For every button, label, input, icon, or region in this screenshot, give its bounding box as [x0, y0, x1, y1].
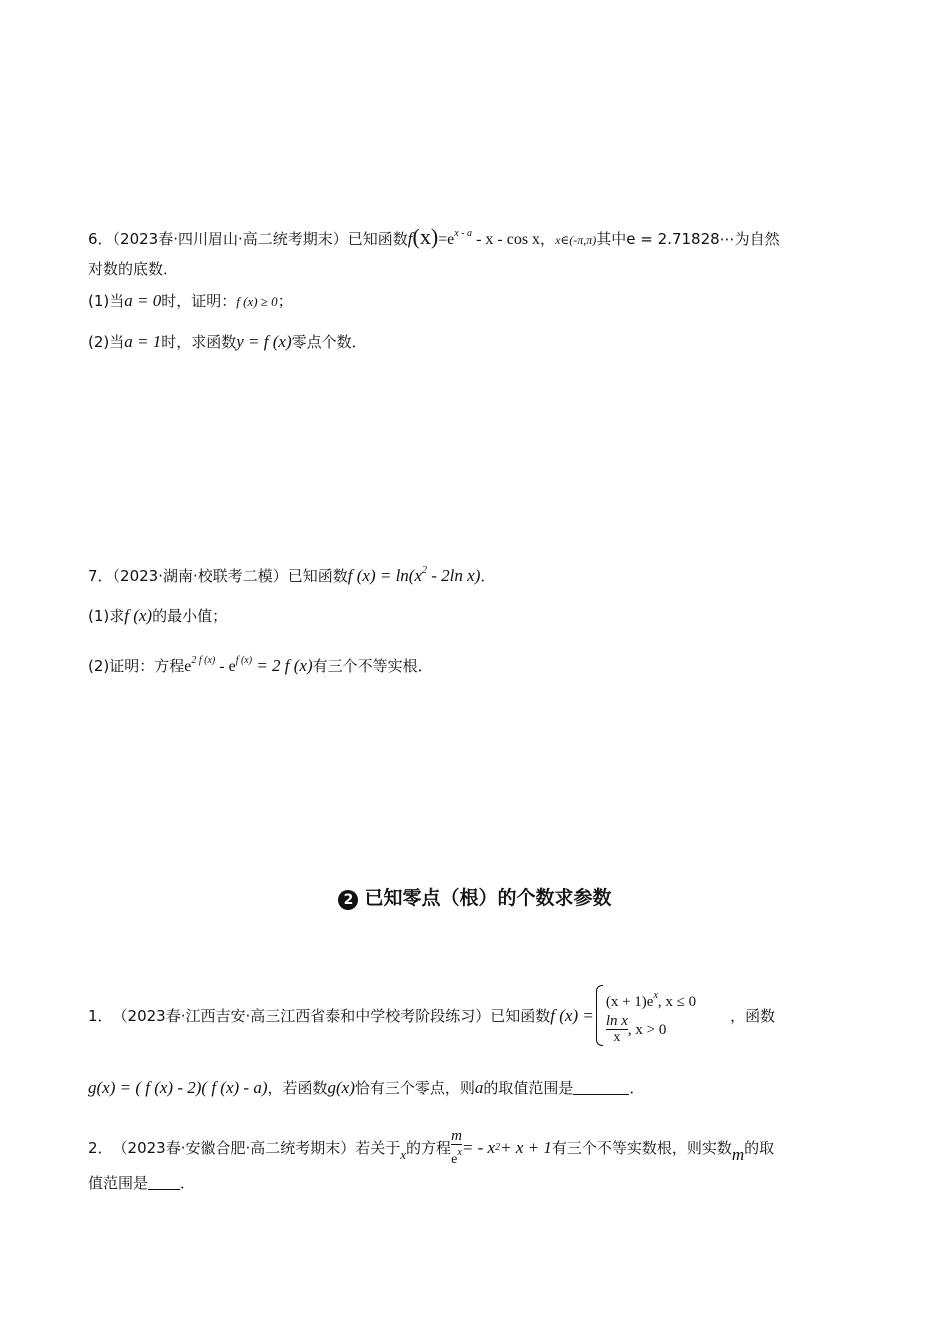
section-title: 已知零点（根）的个数求参数 — [364, 887, 612, 909]
piece-case-2 — [606, 1013, 696, 1046]
problem-7-q2 — [88, 650, 433, 678]
text: 的最小值； — [152, 607, 228, 625]
math-exponent: x — [653, 990, 658, 1001]
math: - 2ln x) — [427, 566, 481, 585]
piecewise-function — [596, 985, 696, 1046]
text: 恰有三个零点，则 — [354, 1079, 475, 1097]
math-exponent: x — [457, 1147, 462, 1158]
math: , x > 0 — [627, 1021, 667, 1038]
math: f (x) — [124, 606, 153, 625]
math: f — [407, 229, 413, 248]
text: 值范围是 — [88, 1174, 149, 1192]
text: 的取 — [744, 1139, 775, 1157]
problem-source: （2023春·四川眉山·高二统考期末）已知函数 — [112, 230, 408, 248]
text: (2)证明：方程 — [88, 657, 185, 675]
math: (x + 1)e — [605, 994, 654, 1010]
text: 的取值范围是 — [483, 1079, 574, 1097]
problem-source: （2023·湖南·校联考二模）已知函数 — [112, 567, 348, 585]
text: ； — [277, 292, 293, 310]
math-exponent: x - a — [454, 228, 473, 239]
math: =e — [438, 231, 455, 248]
math: + x + 1 — [500, 1138, 552, 1157]
problem-number: 6． — [88, 230, 113, 248]
math: = - x — [461, 1138, 496, 1157]
answer-blank[interactable] — [148, 1175, 180, 1190]
math: a = 0 — [124, 291, 162, 310]
text: 其中e = 2.71828⋯为自然 — [596, 230, 780, 248]
section-problem-1-line-2 — [88, 1077, 644, 1099]
text: ． — [629, 1079, 645, 1097]
fraction-denominator: x — [606, 1029, 628, 1046]
punct: ， — [540, 230, 556, 248]
text: (2)当 — [88, 333, 125, 351]
brace — [596, 985, 603, 1046]
problem-number: 1． — [88, 1006, 113, 1025]
problem-7-q1 — [88, 605, 227, 627]
text: ． — [180, 1174, 196, 1192]
math: m — [731, 1145, 745, 1164]
math: f (x) ≥ 0 — [236, 294, 278, 309]
text: (1)当 — [88, 292, 125, 310]
problem-6-q1 — [88, 290, 293, 313]
math: f (x) = — [550, 1005, 594, 1025]
answer-blank[interactable] — [573, 1080, 629, 1095]
text: 有三个不等实根． — [312, 657, 433, 675]
problem-number: 7． — [88, 567, 113, 585]
math: (x) — [412, 224, 439, 249]
text: 零点个数． — [291, 333, 367, 351]
math-exponent: 2 — [422, 565, 428, 576]
math: y = f (x) — [236, 332, 292, 351]
section-problem-2-line-2 — [88, 1172, 195, 1194]
math-exponent: f (x) — [235, 655, 253, 666]
math: f (x) = ln(x — [347, 566, 423, 585]
text: 时，求函数 — [161, 333, 237, 351]
text: ． — [480, 567, 496, 585]
math: - x - cos x — [472, 231, 541, 248]
problem-6-line-2: 对数的底数． — [88, 260, 179, 278]
text: ，函数 — [730, 1006, 776, 1025]
math: - e — [215, 658, 236, 675]
math: a — [474, 1078, 484, 1097]
math: e — [451, 1152, 458, 1167]
problem-7-line-1 — [88, 560, 495, 587]
fraction-numerator: m — [451, 1128, 462, 1144]
text: 的方程 — [406, 1139, 452, 1157]
section-problem-1-line-1 — [88, 985, 775, 1046]
text: ，若函数 — [267, 1079, 328, 1097]
fraction — [451, 1128, 462, 1168]
fraction-numerator: ln x — [605, 1013, 628, 1029]
text: (1)求 — [88, 607, 125, 625]
math-exponent: 2 f (x) — [191, 655, 216, 666]
problem-number: 2． — [88, 1139, 113, 1157]
math: x — [400, 1147, 407, 1162]
math: g(x) — [327, 1078, 355, 1097]
piece-case-1 — [606, 985, 696, 1013]
text: 时，证明： — [161, 292, 237, 310]
problem-source: （2023春·安徽合肥·高二统考期末）若关于 — [112, 1139, 401, 1157]
math: e — [184, 658, 192, 675]
fraction — [606, 1013, 628, 1046]
problem-6-q2 — [88, 331, 367, 353]
math-exponent: 2 — [495, 1142, 501, 1153]
fraction-denominator — [451, 1144, 462, 1168]
section-problem-2-line-1 — [88, 1128, 774, 1168]
text: 有三个不等实数根，则实数 — [551, 1139, 732, 1157]
math: , x ≤ 0 — [657, 994, 697, 1010]
math: a = 1 — [124, 332, 162, 351]
math: = 2 f (x) — [252, 656, 313, 675]
circled-number: 2 — [338, 890, 358, 910]
math: g(x) = ( f (x) - 2)( f (x) - a) — [88, 1078, 268, 1097]
problem-source: （2023春·江西吉安·高三江西省泰和中学校考阶段练习）已知函数 — [112, 1006, 551, 1025]
math-domain: x∈(-π,π) — [555, 233, 597, 247]
section-heading — [0, 883, 950, 910]
problem-6-line-1 — [88, 223, 780, 251]
